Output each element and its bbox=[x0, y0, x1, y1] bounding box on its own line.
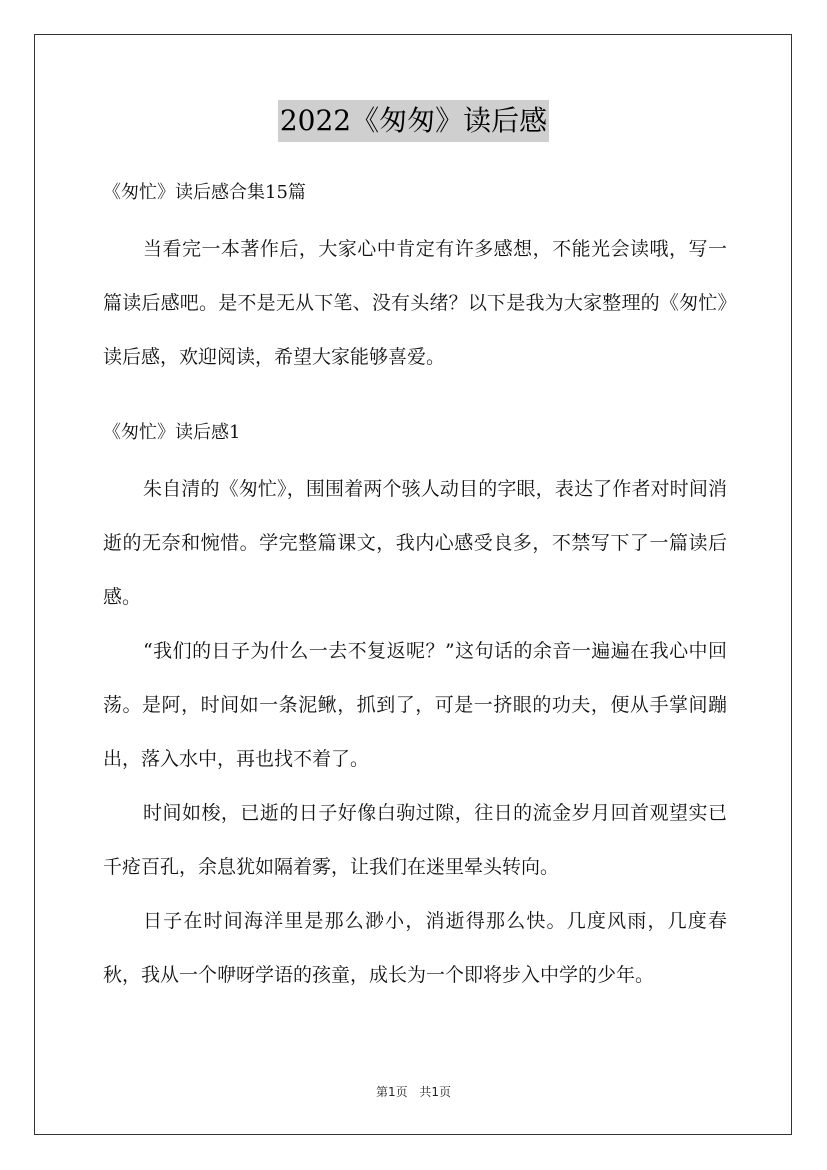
essay-paragraph-2: “我们的日子为什么一去不复返呢？”这句话的余音一遍遍在我心中回荡。是阿，时间如一条泥鳅，抓到了，可是一挤眼的功夫，便从手掌间蹦出，落入水中，再也找不着了。 bbox=[103, 640, 727, 770]
section-heading-essay-1: 《匆忙》读后感1 bbox=[103, 422, 241, 443]
page-number: 第1页 bbox=[375, 1085, 408, 1099]
essay-paragraph-1: 朱自清的《匆忙》，围围着两个骇人动目的字眼，表达了作者对时间消逝的无奈和惋惜。学完整篇课文，我内心感受良多，不禁写下了一篇读后感。 bbox=[103, 478, 727, 608]
essay-paragraph-4: 日子在时间海洋里是那么渺小，消逝得那么快。几度风雨，几度春秋，我从一个咿呀学语的孩童，成长为一个即将步入中学的少年。 bbox=[103, 910, 727, 986]
page-total: 共1页 bbox=[419, 1085, 452, 1099]
essay-paragraph-3: 时间如梭，已逝的日子好像白驹过隙，往日的流金岁月回首观望实已千疮百孔，余息犹如隔着雾，让我们在迷里晕头转向。 bbox=[103, 802, 727, 878]
page-footer bbox=[0, 1082, 827, 1102]
section-heading-collection: 《匆忙》读后感合集15篇 bbox=[103, 182, 306, 203]
intro-paragraph: 当看完一本著作后，大家心中肯定有许多感想，不能光会读哦，写一篇读后感吧。是不是无从下笔、没有头绪？以下是我为大家整理的《匆忙》读后感，欢迎阅读，希望大家能够喜爱。 bbox=[103, 238, 727, 368]
document-title: 2022《匆匆》读后感 bbox=[278, 100, 549, 142]
document-body bbox=[103, 172, 727, 1002]
title-container bbox=[0, 100, 827, 142]
section-spacer bbox=[103, 384, 727, 412]
